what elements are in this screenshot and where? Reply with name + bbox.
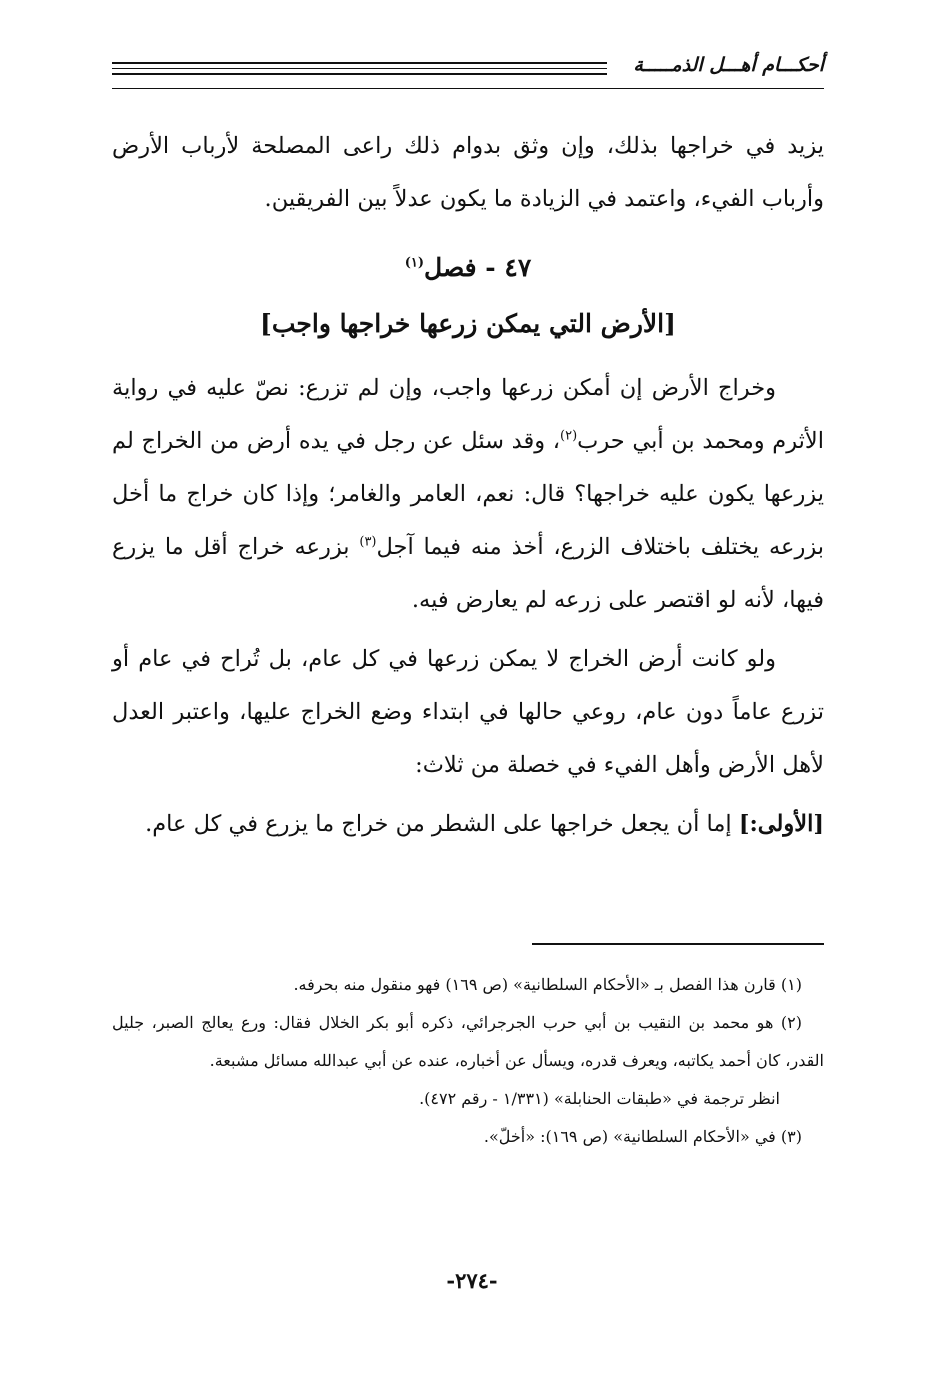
- footnote-2: (٢) هو محمد بن النقيب بن أبي حرب الجرجرائي، ذكره أبو بكر الخلال فقال: ورع يعالج الصبر، جليل القدر، كان أحمد يكاتبه، ويعرف قدره، ويسأل عن أخباره، عنده عن أبي عبدالله مسائل مشبعة.: [112, 1013, 824, 1070]
- paragraph-text: ، وقد سئل عن رجل في يده أرض من الخراج لم يزرعها يكون عليه خراجها؟ قال: نعم، العامر والغامر؛ وإذا كان خراج ما أخل بزرعه يختلف باختلاف الزرع، أخذ منه فيما آجل: [112, 428, 824, 560]
- footnote-1: (١) قارن هذا الفصل بـ «الأحكام السلطانية» (ص ١٦٩) فهو منقول منه بحرفه.: [293, 975, 802, 994]
- header-ornament-rule: [112, 62, 607, 64]
- paragraph-text: بزرعه خراج أقل ما يزرع فيها، لأنه لو اقتصر على زرعه لم يعارض فيه.: [112, 534, 824, 613]
- footnotes: [112, 966, 824, 1156]
- running-title: أحكـــام أهـــل الذمـــــة: [633, 54, 824, 76]
- paragraph-3: [112, 798, 824, 851]
- paragraph-2: ولو كانت أرض الخراج لا يمكن زرعها في كل عام، بل تُراح في عام أو تزرع عاماً دون عام، روعي حالها في ابتداء وضع الخراج عليها، واعتبر العدل لأهل الأرض وأهل الفيء في خصلة من ثلاث:: [112, 646, 824, 778]
- enumeration-label: [الأولى:]: [738, 811, 824, 837]
- footnote-ref: (١): [404, 255, 425, 271]
- intro-paragraph: يزيد في خراجها بذلك، وإن وثق بدوام ذلك راعى المصلحة لأرباب الأرض وأرباب الفيء، واعتمد في الزيادة ما يكون عدلاً بين الفريقين.: [112, 133, 824, 212]
- paragraph-1: [112, 362, 824, 627]
- footnote-ref: (٣): [359, 534, 377, 550]
- section-heading: [112, 240, 824, 296]
- footnote-ref: (٢): [560, 428, 578, 444]
- main-text: [112, 120, 824, 851]
- footnote-2-reference: انظر ترجمة في «طبقات الحنابلة» (١/٣٣١ - رقم ٤٧٢).: [419, 1089, 780, 1108]
- paragraph-text: وخراج الأرض إن أمكن زرعها واجب، وإن لم تزرع: نصّ عليه في رواية الأثرم ومحمد بن أبي حرب: [112, 375, 824, 454]
- footnote-separator: [532, 943, 824, 945]
- header-divider: [112, 88, 824, 89]
- section-number: ٤٧ - فصل: [424, 253, 532, 282]
- header-ornament-rule: [112, 73, 607, 75]
- paragraph-text: إما أن يجعل خراجها على الشطر من خراج ما يزرع في كل عام.: [145, 811, 739, 837]
- running-header: [112, 52, 824, 92]
- footnote-3: (٣) في «الأحكام السلطانية» (ص ١٦٩): «أخلّ».: [483, 1127, 802, 1146]
- section-title: [الأرض التي يمكن زرعها خراجها واجب]: [260, 309, 676, 338]
- page-number: -٢٧٤-: [446, 1268, 498, 1293]
- header-ornament-rule: [112, 68, 607, 69]
